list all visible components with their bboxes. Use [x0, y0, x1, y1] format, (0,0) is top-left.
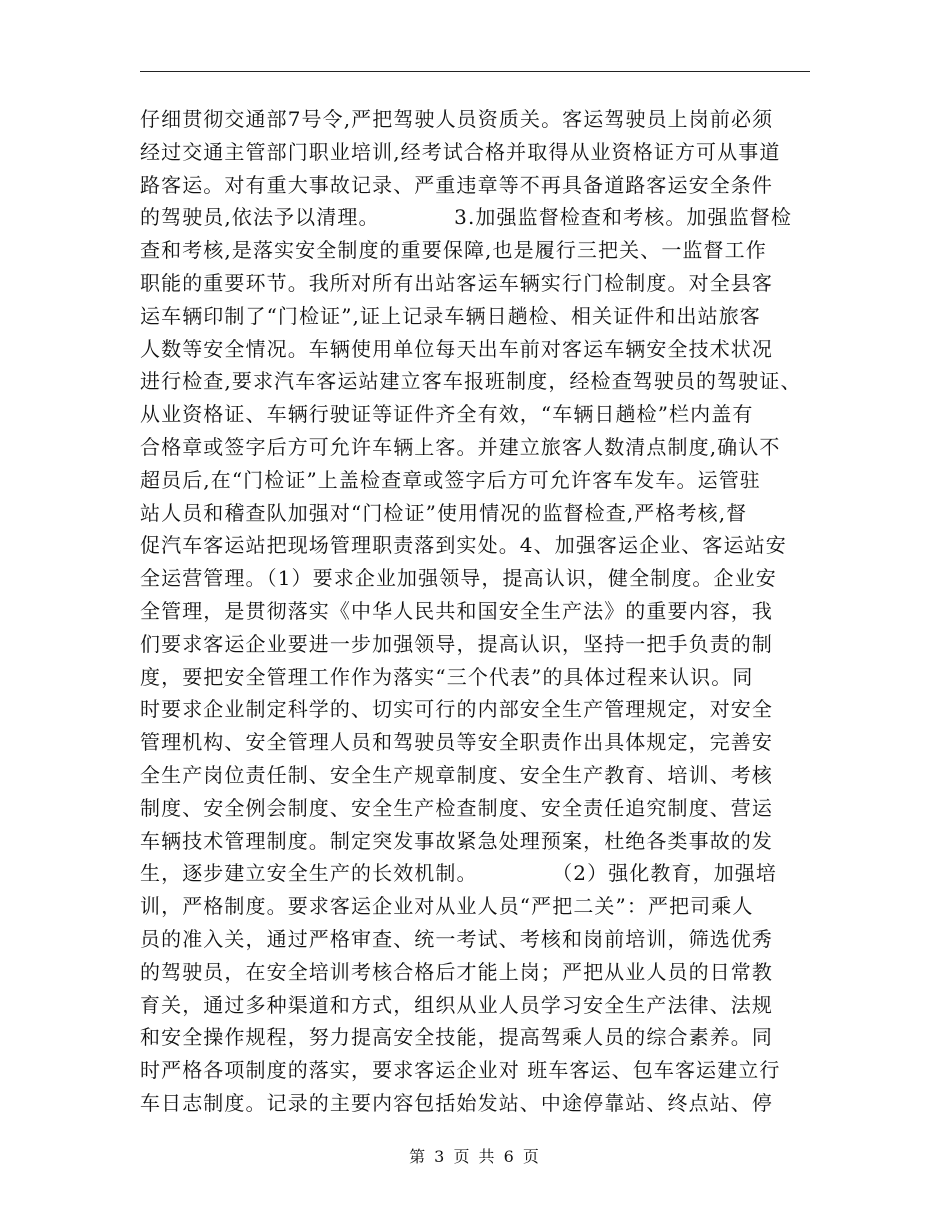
body-text-line: 时要求企业制定科学的、切实可行的内部安全生产管理规定，对安全: [140, 697, 773, 722]
body-text-line: 度，要把安全管理工作作为落实“三个代表”的具体过程来认识。同: [140, 664, 754, 689]
body-text-line: 运车辆印制了“门检证”,证上记录车辆日趟检、相关证件和出站旅客: [140, 303, 761, 328]
body-text-line: 查和考核,是落实安全制度的重要保障,也是履行三把关、一监督工作: [140, 238, 767, 263]
body-text-line: 训，严格制度。要求客运企业对从业人员“严把二关”：严把司乘人: [140, 894, 754, 919]
body-text-line: 超员后,在“门检证”上盖检查章或签字后方可允许客车发车。运管驻: [140, 467, 761, 492]
body-text-line: 制度、安全例会制度、安全生产检查制度、安全责任追究制度、营运: [140, 795, 773, 820]
header-rule: [140, 71, 810, 72]
body-text-line: 的驾驶员,依法予以清理。 3.加强监督检查和考核。加强监督检: [140, 205, 792, 230]
body-text-line: 生，逐步建立安全生产的长效机制。 （2）强化教育，加强培: [140, 861, 777, 886]
body-text-line: 合格章或签字后方可允许车辆上客。并建立旅客人数清点制度,确认不: [140, 435, 781, 459]
body-text-line: 路客运。对有重大事故记录、严重违章等不再具备道路客运安全条件: [140, 172, 773, 197]
body-text-line: 进行检查,要求汽车客运站建立客车报班制度，经检查驾驶员的驾驶证、: [140, 369, 802, 394]
body-text-line: 车辆技术管理制度。制定突发事故紧急处理预案，杜绝各类事故的发: [140, 828, 773, 853]
body-text-line: 管理机构、安全管理人员和驾驶员等安全职责作出具体规定，完善安: [140, 730, 773, 755]
body-text-line: 和安全操作规程，努力提高安全技能，提高驾乘人员的综合素养。同: [140, 1025, 773, 1050]
body-text-line: 站人员和稽查队加强对“门检证”使用情况的监督检查,严格考核,督: [140, 500, 748, 525]
body-text-line: 全运营管理。（1）要求企业加强领导，提高认识，健全制度。企业安: [140, 566, 777, 591]
body-text-line: 仔细贯彻交通部7号令,严把驾驶人员资质关。客运驾驶员上岗前必须: [140, 107, 774, 131]
body-text-line: 们要求客运企业要进一步加强领导，提高认识，坚持一把手负责的制: [140, 631, 773, 656]
body-text-line: 职能的重要环节。我所对所有出站客运车辆实行门检制度。对全县客: [140, 271, 773, 295]
body-text-line: 人数等安全情况。车辆使用单位每天出车前对客运车辆安全技术状况: [140, 336, 773, 361]
body-text-line: 的驾驶员，在安全培训考核合格后才能上岗；严把从业人员的日常教: [140, 959, 773, 984]
body-text-line: 车日志制度。记录的主要内容包括始发站、中途停靠站、终点站、停: [140, 1091, 773, 1115]
body-text-line: 全生产岗位责任制、安全生产规章制度、安全生产教育、培训、考核: [140, 763, 773, 787]
body-text-line: 促汽车客运站把现场管理职责落到实处。4、加强客运企业、客运站安: [140, 533, 787, 558]
body-text-line: 经过交通主管部门职业培训,经考试合格并取得从业资格证方可从事道: [140, 139, 781, 164]
body-text-line: 从业资格证、车辆行驶证等证件齐全有效，“车辆日趟检”栏内盖有: [140, 402, 754, 427]
body-text-line: 全管理，是贯彻落实《中华人民共和国安全生产法》的重要内容，我: [140, 599, 773, 623]
page-number: 第 3 页 共 6 页: [409, 1147, 541, 1166]
body-text-line: 时严格各项制度的落实，要求客运企业对 班车客运、包车客运建立行: [140, 1058, 781, 1083]
body-text-line: 育关，通过多种渠道和方式，组织从业人员学习安全生产法律、法规: [140, 992, 773, 1017]
body-text-line: 员的准入关，通过严格审查、统一考试、考核和岗前培训，筛选优秀: [140, 927, 773, 951]
